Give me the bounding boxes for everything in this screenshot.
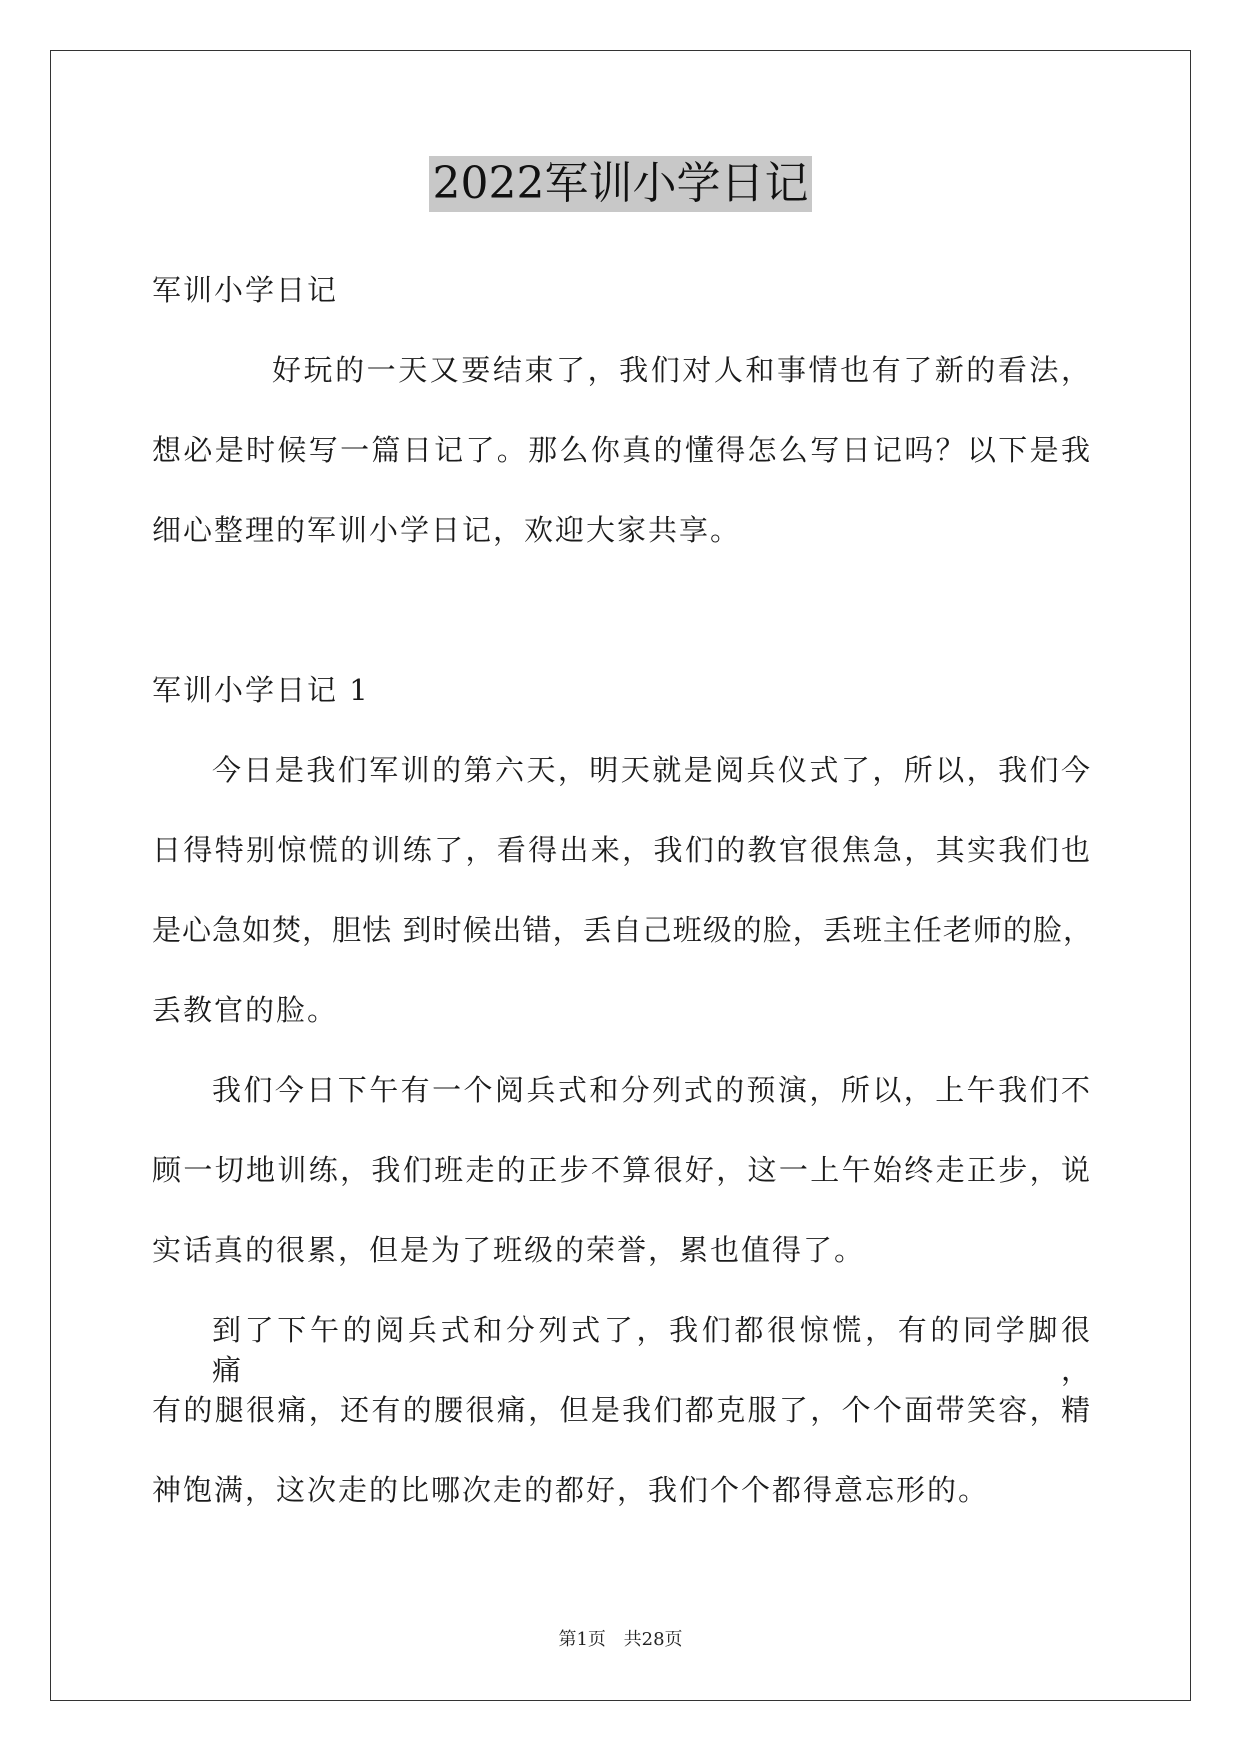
document-subtitle: 军训小学日记 — [152, 273, 339, 307]
intro-line-3: 细心整理的军训小学日记，欢迎大家共享。 — [152, 513, 742, 547]
body-line-9: 有的腿很痛，还有的腰很痛，但是我们都克服了，个个面带笑容，精 — [152, 1393, 1092, 1427]
body-line-1: 今日是我们军训的第六天，明天就是阅兵仪式了，所以，我们今 — [212, 753, 1092, 787]
body-line-7: 实话真的很累，但是为了班级的荣誉，累也值得了。 — [152, 1233, 866, 1267]
title-container — [0, 156, 1241, 212]
page-total: 共28页 — [623, 1629, 683, 1650]
body-line-6: 顾一切地训练，我们班走的正步不算很好，这一上午始终走正步，说 — [152, 1153, 1092, 1187]
page-number: 第1页 — [558, 1629, 606, 1650]
section-heading: 军训小学日记 1 — [152, 673, 370, 707]
body-line-8: 到了下午的阅兵式和分列式了，我们都很惊慌，有的同学脚很痛， — [212, 1313, 1092, 1387]
body-line-3: 是心急如焚，胆怯 到时候出错，丢自己班级的脸，丢班主任老师的脸， — [152, 913, 1092, 947]
body-line-10: 神饱满，这次走的比哪次走的都好，我们个个都得意忘形的。 — [152, 1473, 990, 1507]
body-line-4: 丢教官的脸。 — [152, 993, 339, 1027]
page-footer — [0, 1628, 1241, 1652]
intro-line-2: 想必是时候写一篇日记了。那么你真的懂得怎么写日记吗？以下是我 — [152, 433, 1092, 467]
body-line-5: 我们今日下午有一个阅兵式和分列式的预演，所以，上午我们不 — [212, 1073, 1092, 1107]
document-title: 2022军训小学日记 — [429, 156, 813, 212]
body-line-2: 日得特别惊慌的训练了，看得出来，我们的教官很焦急，其实我们也 — [152, 833, 1092, 867]
intro-line-1: 好玩的一天又要结束了，我们对人和事情也有了新的看法， — [272, 353, 1092, 387]
